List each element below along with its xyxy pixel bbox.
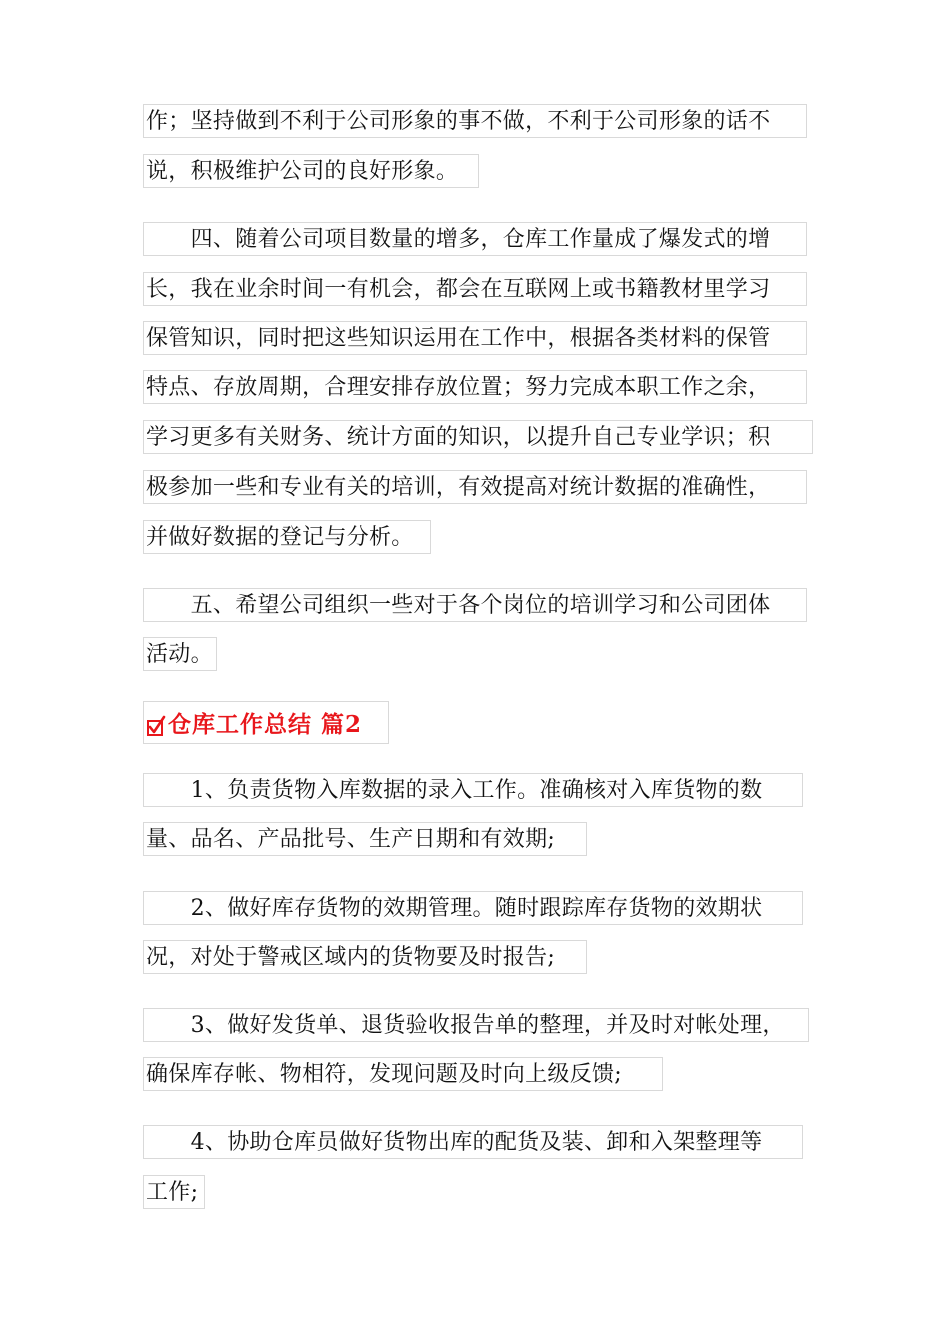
text-line: 保管知识，同时把这些知识运用在工作中，根据各类材料的保管 — [143, 321, 807, 355]
text-line: 极参加一些和专业有关的培训，有效提高对统计数据的准确性， — [143, 470, 807, 504]
text-line: 学习更多有关财务、统计方面的知识，以提升自己专业学识；积 — [143, 420, 813, 454]
text-line: 3、做好发货单、退货验收报告单的整理，并及时对帐处理， — [143, 1008, 809, 1042]
text-line: 1、负责货物入库数据的录入工作。准确核对入库货物的数 — [143, 773, 803, 807]
text-line: 长，我在业余时间一有机会，都会在互联网上或书籍教材里学习 — [143, 272, 807, 306]
text-line: 特点、存放周期，合理安排存放位置；努力完成本职工作之余， — [143, 370, 807, 404]
checkbox-checked-icon — [146, 715, 166, 737]
text-line: 说，积极维护公司的良好形象。 — [143, 154, 479, 188]
text-line: 况，对处于警戒区域内的货物要及时报告; — [143, 940, 587, 974]
text-line: 4、协助仓库员做好货物出库的配货及装、卸和入架整理等 — [143, 1125, 803, 1159]
text-line: 作；坚持做到不利于公司形象的事不做，不利于公司形象的话不 — [143, 104, 807, 138]
section-heading — [143, 701, 389, 744]
text-line: 量、品名、产品批号、生产日期和有效期; — [143, 822, 587, 856]
text-line: 活动。 — [143, 637, 217, 671]
text-line: 2、做好库存货物的效期管理。随时跟踪库存货物的效期状 — [143, 891, 803, 925]
text-line: 工作; — [143, 1175, 205, 1209]
text-line: 并做好数据的登记与分析。 — [143, 520, 431, 554]
text-line: 五、希望公司组织一些对于各个岗位的培训学习和公司团体 — [143, 588, 807, 622]
text-line: 确保库存帐、物相符，发现问题及时向上级反馈; — [143, 1057, 663, 1091]
heading-title: 仓库工作总结 篇2 — [168, 711, 363, 738]
text-line: 四、随着公司项目数量的增多，仓库工作量成了爆发式的增 — [143, 222, 807, 256]
